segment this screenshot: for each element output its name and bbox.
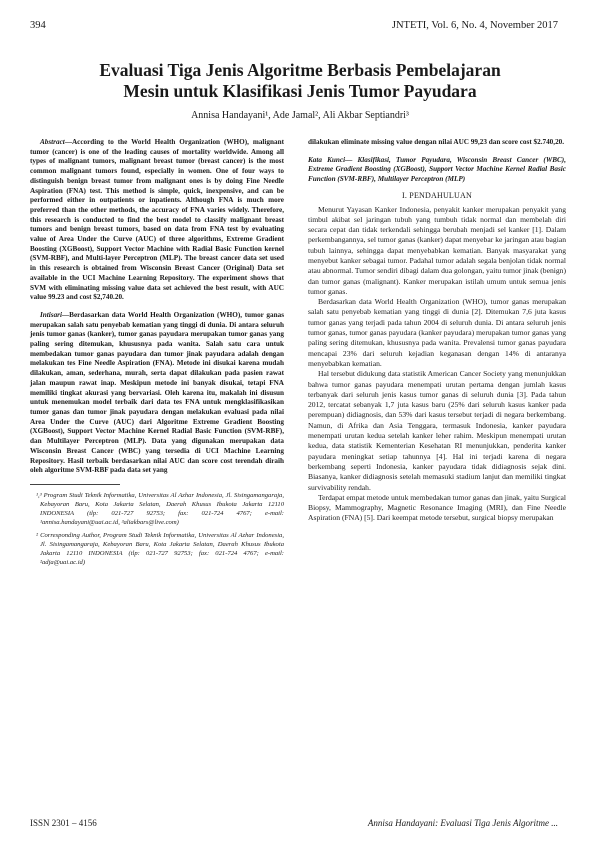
intro-paragraph-1: Menurut Yayasan Kanker Indonesia, penyakit kanker merupakan penyakit yang timbul akibat sel jaringan tubuh yang tumbuh tidak normal dan membelah diri secara cepat dan tidak terkendali sehingga berubah menjadi sel kanker [1]. Dalam perkembangannya, sel tumor ganas (kanker) dapat menyebar ke jaringan atau bagian tubuh lainnya, sehingga dapat menyebabkan kematian. Banyak masyarakat yang menyebut kanker sebagai tumor. Padahal tumor adalah segala benjolan tidak normal atau abnormal. Tumor sendiri dibagi dalam dua golongan, yaitu tumor jinak (benign) dan tumor ganas (malignant). Kanker merupakan istilah umum untuk semua jenis tumor ganas. <box>308 204 566 296</box>
intisari-continued: dilakukan eliminate missing value dengan nilai AUC 99,23 dan score cost $2.740,20. <box>308 138 565 146</box>
abstract-text: —According to the World Health Organization (WHO), malignant tumor (cancer) is one of the leading causes of mortality worldwide. Among all types of malignant tumors, malignant breast tumor (breast cancer) is the most common malignant tumors found, especially in women. One of four ways to distinguish benign breast tumor from malignant ones is by doing Fine Needle Aspiration (FNA) test. This method is simple, quick, inexpensive, and can be performed either in outpatients or inpatients. Although FNA is much more preferred than the other methods, the accuracy of FNA varies widely. Therefore, this research is conducted to find the best model to classify malignant breast tumors and benign breast tumors, based on data from FNA test by evaluating value of Area Under the Curve (AUC) of three algorithms, Extreme Gradient Boosting (XGBoost), Support Vector Machine with Radial Basic Function kernel (SVM-RBF), and Multi-layer Perceptron (MLP). The breast cancer data set used in this research is obtained from Wisconsin Breast Cancer (Original) Data set available in the UCI Machine Learning Repository. The experiment shows that SVM with eliminating missing value data set achieved the best result, with AUC value 99.23 and cost $2,740.20. <box>30 138 284 302</box>
keywords-text: — Klasifikasi, Tumor Payudara, Wisconsin Breast Cancer (WBC), Extreme Gradient Boosting (XGBoost), Support Vector Machine Kernel Radial Basic Function (SVM-RBF), Multilayer Perceptron (MLP) <box>308 155 566 184</box>
keywords <box>308 156 566 185</box>
left-column <box>30 138 284 567</box>
journal-header: JNTETI, Vol. 6, No. 4, November 2017 <box>391 20 558 31</box>
title-line-1: Evaluasi Tiga Jenis Algoritme Berbasis Pembelajaran <box>99 60 501 80</box>
intisari-label: Intisari <box>40 310 62 319</box>
intisari <box>30 311 284 476</box>
right-column <box>308 138 566 524</box>
paper-title <box>40 60 560 102</box>
footnote-rule <box>30 484 120 485</box>
intro-paragraph-4: Terdapat empat metode untuk membedakan tumor ganas dan jinak, yaitu Surgical Biopsy, Mammography, Magnetic Resonance Imaging (MRI), dan Fine Needle Aspiration (FNA) [5]. Dari keempat metode tersebut, surgical biopsy merupakan <box>308 492 566 523</box>
footnote-affiliation-2: ² Corresponding Author, Program Studi Teknik Informatika, Universitas Al Azhar Indonesia, Jl. Sisingamangaraja, Kebayoran Baru, Kota Jakarta Selatan, Daerah Khusus Ibukota Jakarta 12110 INDONESIA (tlp: 021-727 92753; fax: 021-724 4767; e-mail: ²adja@uai.ac.id) <box>36 531 284 566</box>
keywords-label: Kata Kunci <box>308 155 346 164</box>
intro-paragraph-3: Hal tersebut didukung data statistik American Cancer Society yang menunjukkan bahwa tumor ganas payudara menempati urutan pertama dengan jumlah kasus terbanyak dari seluruh jenis kasus tumor ganas di seluruh dunia [3]. Pada tahun 2012, tercatat sebanyak 1,7 juta kasus baru (25% dari seluruh kasus kanker pada perempuan) didiagnosis, dan 53% dari kasus tersebut terjadi di negara berkembang. Namun, di Afrika dan Asia Tenggara, termasuk Indonesia, kanker payudara menempati urutan kedua setelah kanker leher rahim. Meskipun menempati urutan kedua, data statistik Kementerian Kesehatan RI menunjukkan, penderita kanker payudara meningkat setiap tahunnya [4]. Hal ini terjadi karena di negara berkembang seperti Indonesia, kanker payudara tidak didiagnosis sejak dini. Biasanya, kanker didiagnosis setelah memasuki stadium lanjut dan memiliki tingkat survivability rendah. <box>308 369 566 492</box>
intro-paragraph-2: Berdasarkan data World Health Organization (WHO), tumor ganas merupakan salah satu penyebab kematian yang tinggi di dunia [2]. Ditemukan 7,6 juta kasus tumor ganas yang terjadi pada tahun 2004 di seluruh dunia. Di antara seluruh jenis tumor ganas, tumor ganas payudara (kanker payudara) merupakan tumor ganas yang paling sering ditemukan, khususnya pada wanita. Prevalensi tumor ganas payudara mencapai 23% dari seluruh kejadian keganasan dengan 14% di antaranya menyebabkan kematian. <box>308 297 566 368</box>
page-number: 394 <box>30 20 46 31</box>
intisari-text: —Berdasarkan data World Health Organization (WHO), tumor ganas merupakan salah satu penyebab kematian yang tinggi di dunia. Di antara seluruh jenis tumor ganas (kanker), tumor ganas payudara merupakan tumor ganas yang paling sering ditemukan, khususnya pada wanita. Salah satu cara untuk membedakan tumor ganas payudara dan tumor jinak payudara adalah dengan melakukan tes Fine Needle Aspiration (FNA). Metode ini disukai karena mudah dilakukan, aman, sederhana, murah, serta dapat dilakukan pada pasien rawat jalan maupun rawat inap. Meskipun metode ini banyak disukai, tetapi FNA memiliki tingkat akurasi yang bervariasi. Oleh karena itu, makalah ini disusun untuk menemukan model terbaik dari data tes FNA untuk mengklasifikasikan tumor ganas dan tumor jinak payudara dengan melakukan evaluasi pada nilai Area Under the Curve (AUC) dari Algoritme Extreme Gradient Boosting (XGBoost), Support Vector Machine Kernel Radial Basic Function (SVM-RBF), dan Multilayer Perceptron (MLP). Data yang digunakan merupakan data Wisconsin Breast Cancer (WBC) yang tersedia di UCI Machine Learning Repository. Hasil terbaik berdasarkan nilai AUC dan score cost terendah diraih oleh algoritme SVM-RBF pada data set yang <box>30 310 284 475</box>
issn-footer: ISSN 2301 – 4156 <box>30 818 97 828</box>
abstract-label: Abstract <box>40 138 65 146</box>
title-line-2: Mesin untuk Klasifikasi Jenis Tumor Payudara <box>123 81 477 101</box>
author-list: Annisa Handayani¹, Ade Jamal², Ali Akbar Septiandri³ <box>191 110 409 121</box>
running-title-footer: Annisa Handayani: Evaluasi Tiga Jenis Algoritme ... <box>367 818 558 828</box>
footnote-affiliation-1: ¹,³ Program Studi Teknik Informatika, Universitas Al Azhar Indonesia, Jl. Sisingamangaraja, Kebayoran Baru, Kota Jakarta Selatan, Daerah Khusus Ibukota Jakarta 12110 INDONESIA (tlp: 021-727 92753; fax: 021-724 4767; e-mail: ¹annisa.handayani@uai.ac.id, ³aliakbars@live.com) <box>36 491 284 526</box>
abstract <box>30 138 284 303</box>
section-heading: I. PENDAHULUAN <box>402 190 472 200</box>
